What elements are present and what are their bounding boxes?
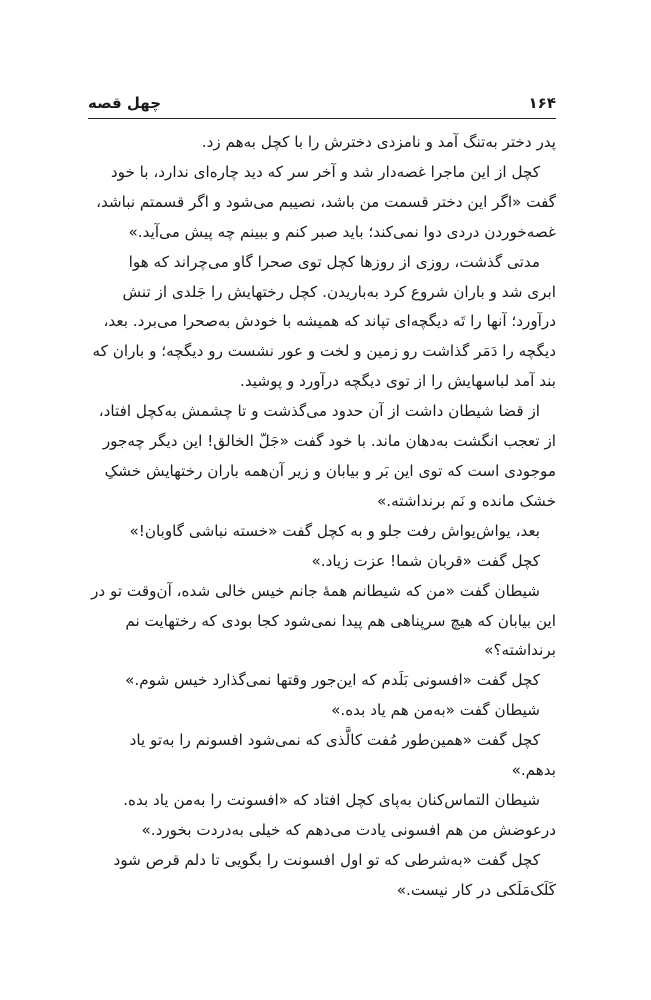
book-title: چهل قصه [88,94,162,112]
text-line: کچل از این ماجرا غصه‌دار شد و آخر سر که دید چاره‌ای ندارد، با خود [110,162,540,181]
text-line: بعد، یواش‌یواش رفت جلو و به کچل گفت «خسته نباشی گاوبان!» [129,521,540,540]
text-line: موجودی است که توی این بَر و بیابان و زیر آن‌همه باران رختهایش خشکِ [104,461,556,480]
text-line: کچل گفت «قربان شما! عزت زیاد.» [311,551,540,570]
text-line: پدر دختر به‌تنگ آمد و نامزدی دخترش را با کچل به‌هم زد. [201,133,556,151]
text-line: از تعجب انگشت به‌دهان ماند. با خود گفت «جَلّ الخالق! این دیگر چه‌جور [102,432,556,451]
text-line: برنداشته؟» [484,641,556,660]
text-line: گفت «اگر این دختر قسمت من باشد، نصیبم می‌شود و اگر قسمتم نباشد، [96,192,556,211]
story-body [88,128,556,906]
text-line: کچل گفت «همین‌طور مُفت کالَّذی که نمی‌شود افسونم را به‌تو یاد [129,731,540,750]
text-line: ابری شد و باران شروع کرد به‌باریدن. کچل رختهایش را جَلدی از تنش [122,282,556,301]
text-line: کچل گفت «به‌شرطی که تو اول افسونت را بگویی تا دلم قرص شود [113,850,540,869]
text-line: بند آمد لباسهایش را از توی دیگچه درآورد و پوشید. [240,372,556,391]
text-line: شیطان گفت «به‌من هم یاد بده.» [331,701,540,720]
text-line: درآورد؛ آنها را تَه دیگچه‌ای تپاند که همیشه با خودش به‌صحرا می‌برد. بعد، [103,312,556,331]
text-line: دیگچه را دَمَر گذاشت رو زمین و لخت و عور نشست رو دیگچه؛ و باران که [92,342,556,361]
text-line: از قضا شیطان داشت از آن حدود می‌گذشت و تا چشمش به‌کچل افتاد، [98,402,540,421]
page-header [88,88,556,119]
page-number: ۱۶۴ [528,94,556,112]
text-line: مدتی گذشت، روزی از روزها کچل توی صحرا گاو می‌چراند که هوا [128,252,540,271]
text-line: خشک مانده و نَم برنداشته.» [376,491,556,510]
text-line: کَلَک‌مَلَکی در کار نیست.» [396,880,556,899]
text-line: غصه‌خوردن دردی دوا نمی‌کند؛ باید صبر کنم و ببینم چه پیش می‌آید.» [128,222,556,241]
text-line: شیطان التماس‌کنان به‌پای کچل افتاد که «افسونت را به‌من یاد بده. [123,790,540,809]
text-line: درعوضش من هم افسونی یادت می‌دهم که خیلی به‌دردت بخورد.» [141,820,556,839]
text-line: شیطان گفت «من که شیطانم همهٔ جانم خیس خالی شده، آن‌وقت تو در [91,581,540,600]
text-line: کچل گفت «افسونی بَلَدم که این‌جور وقتها نمی‌گذارد خیس شوم.» [125,671,540,690]
text-line: بدهم.» [511,761,556,780]
text-line: این بیابان که هیچ سرپناهی هم پیدا نمی‌شود کجا بودی که رختهایت نم [125,611,556,630]
